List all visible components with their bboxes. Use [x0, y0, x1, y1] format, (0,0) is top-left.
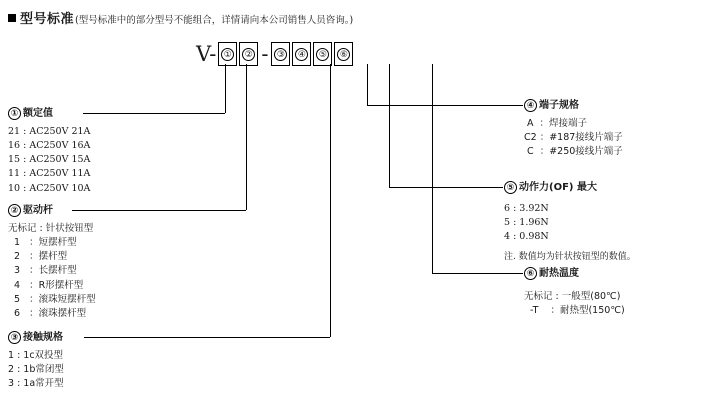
- code-box-5: [313, 42, 332, 66]
- list-item: 无标记 : 一般型(80℃): [524, 290, 621, 302]
- leader-line-1-horizontal: [83, 113, 225, 114]
- code-box-6: [334, 42, 353, 66]
- block-heat-resistance: [524, 266, 625, 318]
- block-terminal-spec: [524, 98, 623, 159]
- list-item: 10 : AC250V 10A: [8, 182, 91, 194]
- list-item: C ：#250接线片端子: [524, 146, 623, 157]
- list-item: 3 : 1a常开型: [8, 378, 64, 389]
- circled-number-6: ⑥: [337, 48, 350, 61]
- block-rated-value-header: [8, 106, 90, 122]
- code-box-2: [239, 42, 258, 66]
- list-item: 5 : 1.96N: [504, 216, 549, 228]
- code-box-4: [292, 42, 311, 66]
- block-terminal-spec-title: 端子规格: [539, 100, 579, 111]
- block-operating-force-note: 注. 数值均为针状按钮型的数值。: [504, 252, 636, 263]
- leader-line-1-vertical: [225, 64, 226, 113]
- section-header: [8, 8, 353, 27]
- list-item: 6 : 3.92N: [504, 202, 549, 214]
- circled-number-4: ④: [524, 99, 537, 112]
- leader-line-6-vertical: [432, 64, 433, 273]
- block-heat-resistance-header: [524, 266, 625, 282]
- block-contact-spec: [8, 330, 64, 391]
- list-item: 2 : 1b常闭型: [8, 363, 64, 375]
- leader-line-3-horizontal: [84, 337, 330, 338]
- block-operating-force-header: [504, 180, 636, 196]
- list-item: 3 ：长摆杆型: [8, 265, 77, 277]
- block-contact-spec-list: [8, 349, 64, 392]
- block-contact-spec-title: 接触规格: [23, 332, 63, 343]
- block-operating-force: [504, 180, 636, 265]
- list-item: C2 ：#187接线片端子: [524, 131, 623, 143]
- circled-number-6: ⑥: [524, 267, 537, 280]
- leader-line-5-horizontal: [389, 187, 503, 188]
- leader-line-4-vertical: [367, 64, 368, 105]
- list-item: 16 : AC250V 16A: [8, 139, 91, 151]
- page-title: 型号标准: [20, 12, 75, 27]
- list-item: 无标记 : 针状按钮型: [8, 222, 94, 234]
- block-actuator-title: 驱动杆: [23, 205, 53, 216]
- block-actuator-list: [8, 222, 96, 322]
- leader-line-4-horizontal: [367, 105, 523, 106]
- list-item: A ：焊接端子: [524, 117, 588, 129]
- leader-line-6-horizontal: [432, 273, 523, 274]
- leader-line-3-vertical: [330, 64, 331, 337]
- block-terminal-spec-header: [524, 98, 623, 114]
- list-item: 2 ：摆杆型: [8, 251, 68, 262]
- list-item: 11 : AC250V 11A: [8, 168, 91, 180]
- leader-line-5-vertical: [389, 64, 390, 187]
- circled-number-3: ③: [8, 331, 21, 344]
- list-item: 6 ：滚珠摆杆型: [8, 308, 87, 319]
- block-rated-value-list: [8, 125, 90, 196]
- leader-line-2-horizontal: [72, 210, 246, 211]
- list-item: 21 : AC250V 21A: [8, 125, 91, 137]
- list-item: 4 ：R形摆杆型: [8, 279, 84, 291]
- block-rated-value-title: 额定值: [23, 108, 53, 119]
- circled-number-1: ①: [221, 48, 234, 61]
- block-actuator: [8, 203, 96, 321]
- circled-number-1: ①: [8, 107, 21, 120]
- code-box-1: [218, 42, 237, 66]
- circled-number-4: ④: [295, 48, 308, 61]
- code-prefix: V-: [196, 41, 217, 66]
- list-item: 1 ：短摆杆型: [8, 236, 77, 248]
- circled-number-5: ⑤: [316, 48, 329, 61]
- block-terminal-spec-list: [524, 117, 623, 160]
- code-box-3: [271, 42, 290, 66]
- block-actuator-header: [8, 203, 96, 219]
- list-item: 4 : 0.98N: [504, 231, 549, 242]
- list-item: 15 : AC250V 15A: [8, 154, 91, 165]
- circled-number-3: ③: [274, 48, 287, 61]
- block-heat-resistance-list: [524, 290, 625, 319]
- circled-number-2: ②: [242, 48, 255, 61]
- block-contact-spec-header: [8, 330, 64, 346]
- block-operating-force-title: 动作力(OF) 最大: [519, 182, 597, 193]
- code-dash: -: [261, 41, 269, 66]
- circled-number-5: ⑤: [504, 181, 517, 194]
- list-item: 1 : 1c双投型: [8, 349, 64, 361]
- circled-number-2: ②: [8, 204, 21, 217]
- list-item: -T ：耐热型(150℃): [524, 304, 625, 316]
- square-bullet-icon: [8, 14, 16, 22]
- leader-line-2-vertical: [246, 64, 247, 210]
- block-rated-value: [8, 106, 90, 196]
- block-operating-force-list: [504, 202, 636, 245]
- list-item: 5 ：滚珠短摆杆型: [8, 293, 96, 305]
- block-heat-resistance-title: 耐热温度: [539, 268, 579, 279]
- page-title-note: (型号标准中的部分型号不能组合，详情请向本公司销售人员咨询。): [75, 15, 354, 26]
